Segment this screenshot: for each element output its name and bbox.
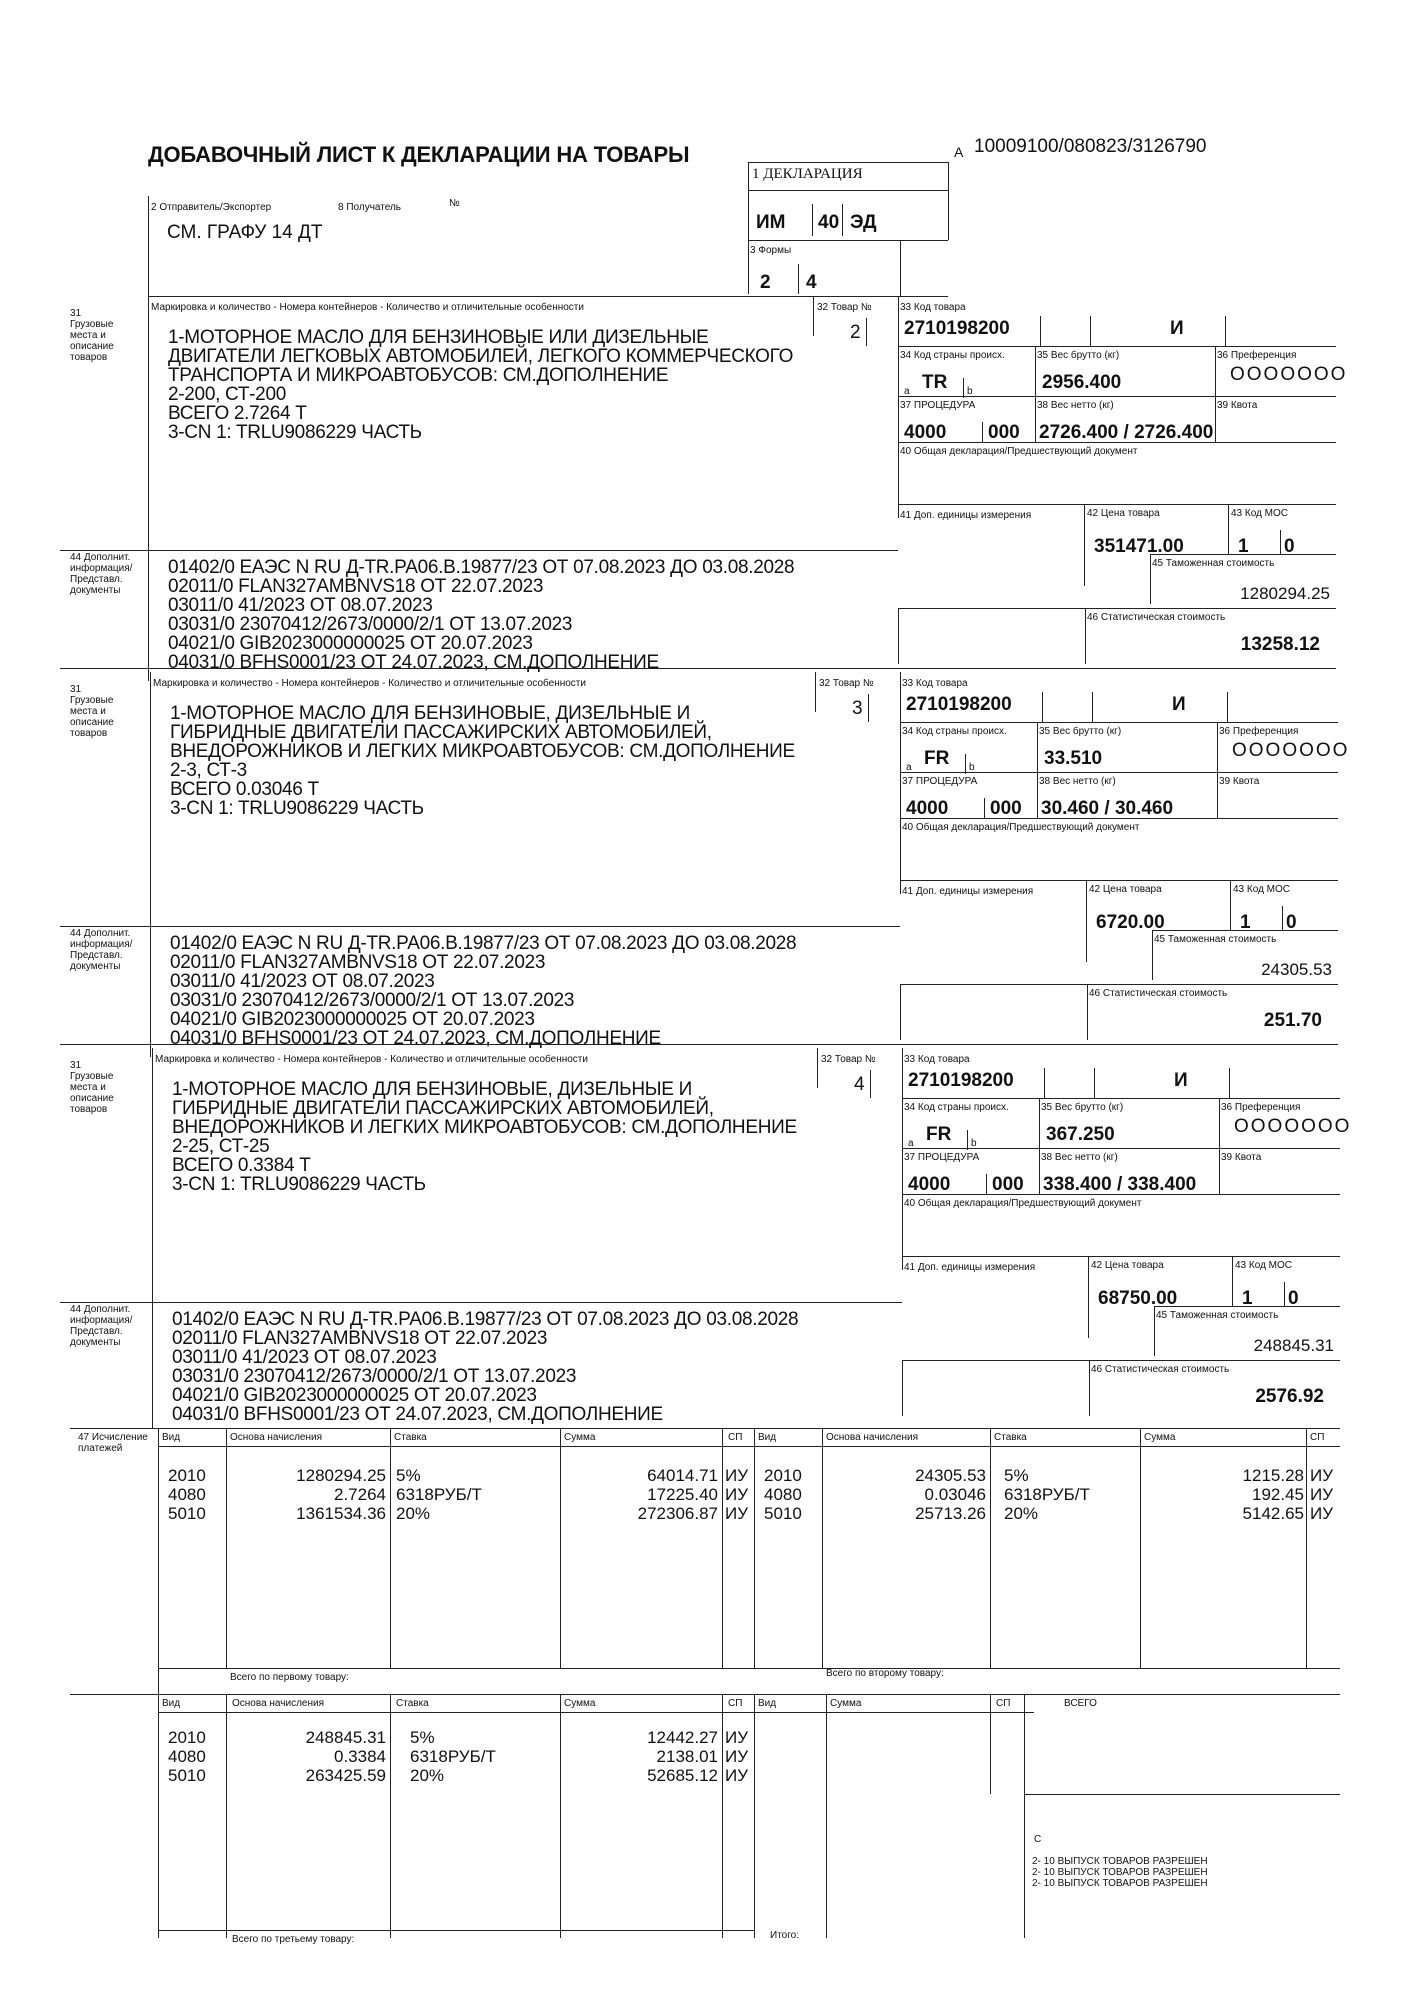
c-label: С — [1034, 1834, 1042, 1845]
additional-info-label: 44 Дополнит. информация/ Представл. документы — [70, 1304, 133, 1348]
total-second-label: Всего по второму товару: — [826, 1668, 944, 1679]
preference-code: OOOOOOO — [1230, 364, 1348, 385]
number-label: № — [449, 198, 460, 209]
col-base: Основа начисления — [232, 1698, 324, 1709]
col-total: ВСЕГО — [1064, 1698, 1097, 1709]
preference-code: OOOOOOO — [1234, 1116, 1352, 1137]
col-sum: Сумма — [564, 1698, 596, 1709]
net-weight: 30.460 / 30.460 — [1041, 798, 1174, 819]
procedure-label: 37 ПРОЦЕДУРА — [900, 400, 976, 411]
item-block — [2, 672, 1417, 1057]
form-title: ДОБАВОЧНЫЙ ЛИСТ К ДЕКЛАРАЦИИ НА ТОВАРЫ — [148, 142, 690, 167]
commodity-code: 2710198200 — [904, 318, 1010, 339]
gross-weight-label: 35 Вес брутто (кг) — [1041, 1102, 1124, 1113]
quota-label: 39 Квота — [1219, 776, 1260, 787]
gross-weight: 2956.400 — [1042, 372, 1122, 393]
net-weight: 2726.400 / 2726.400 — [1039, 422, 1214, 443]
gross-weight-label: 35 Вес брутто (кг) — [1037, 350, 1120, 361]
third-vid: 2010 4080 5010 — [168, 1728, 206, 1785]
customs-value-label: 45 Таможенная стоимость — [1152, 558, 1275, 569]
presented-documents: 01402/0 ЕАЭС N RU Д-TR.РА06.В.19877/23 ОТ 07.08.2023 ДО 03.08.2028 02011/0 FLAN327AMBNVS18 ОТ 22.07.2023 03011/0 41/2023 ОТ 08.07.2023 03031/0 23070412/2673/0000/2/1 ОТ 13.07.2023 04021/0 GIB2023000000025 ОТ 20.07.2023 04031/0 BFHS0001/23 ОТ 24.07.2023, СМ.ДОПОЛНЕНИЕ — [170, 933, 797, 1049]
customs-value-label: 45 Таможенная стоимость — [1156, 1310, 1279, 1321]
general-declaration-label: 40 Общая декларация/Предшествующий документ — [902, 822, 1140, 833]
net-weight-label: 38 Вес нетто (кг) — [1039, 776, 1116, 787]
origin-country: FR — [926, 1124, 952, 1145]
first-base: 1280294.25 2.7264 1361534.36 — [296, 1466, 386, 1523]
gross-weight-label: 35 Вес брутто (кг) — [1039, 726, 1122, 737]
first-sp: ИУ ИУ ИУ — [725, 1466, 749, 1523]
col-sum: Сумма — [1144, 1432, 1176, 1443]
price-label: 42 Цена товара — [1087, 508, 1160, 519]
mos-code-2: 0 — [1288, 1288, 1299, 1309]
reg-prefix: А — [954, 144, 964, 160]
preference-code: OOOOOOO — [1232, 740, 1350, 761]
commodity-code: 2710198200 — [908, 1070, 1014, 1091]
col-vid: Вид — [162, 1698, 181, 1709]
origin-country-label: 34 Код страны происх. — [904, 1102, 1009, 1113]
customs-value: 248845.31 — [1253, 1336, 1334, 1355]
col-rate: Ставка — [994, 1432, 1027, 1443]
stat-value: 13258.12 — [1240, 634, 1320, 655]
receiver-label: 8 Получатель — [338, 202, 401, 213]
release-notes: 2- 10 ВЫПУСК ТОВАРОВ РАЗРЕШЕН 2- 10 ВЫПУСК ТОВАРОВ РАЗРЕШЕН 2- 10 ВЫПУСК ТОВАРОВ РАЗРЕШЕН — [1032, 1856, 1208, 1889]
col-base: Основа начисления — [230, 1432, 322, 1443]
col-rate: Ставка — [394, 1432, 427, 1443]
first-sum: 64014.71 17225.40 272306.87 — [637, 1466, 718, 1523]
col-base: Основа начисления — [826, 1432, 918, 1443]
col-sp: СП — [996, 1698, 1011, 1709]
net-weight-label: 38 Вес нетто (кг) — [1041, 1152, 1118, 1163]
additional-info-label: 44 Дополнит. информация/ Представл. документы — [70, 928, 133, 972]
third-rate: 5% 6318РУБ/Т 20% — [410, 1728, 496, 1785]
marking-label: Маркировка и количество - Номера контейнеров - Количество и отличительные особенности — [151, 302, 584, 313]
mos-code-1: 1 — [1238, 536, 1249, 557]
mos-label: 43 Код МОС — [1235, 1260, 1293, 1271]
item-block — [4, 1048, 1417, 1428]
procedure-label: 37 ПРОЦЕДУРА — [904, 1152, 980, 1163]
origin-country: FR — [924, 748, 950, 769]
cargo-places-label: 31 Грузовые места и описание товаров — [70, 1060, 114, 1115]
customs-value: 24305.53 — [1261, 960, 1332, 979]
col-vid: Вид — [162, 1432, 181, 1443]
procedure-code: 4000 — [906, 798, 949, 819]
procedure-code: 4000 — [908, 1174, 951, 1195]
sub-a-label: a — [906, 762, 912, 773]
total-first-label: Всего по первому товару: — [230, 1672, 349, 1683]
first-rate: 5% 6318РУБ/Т 20% — [396, 1466, 482, 1523]
forms-value-1: 2 — [760, 272, 771, 293]
sender-label: 2 Отправитель/Экспортер — [151, 202, 272, 213]
commodity-code-label: 33 Код товара — [902, 678, 968, 689]
item-number-label: 32 Товар № — [821, 1054, 876, 1065]
commodity-code-mark: И — [1170, 318, 1184, 339]
add-units-label: 41 Доп. единицы измерения — [900, 510, 1032, 521]
marking-label: Маркировка и количество - Номера контейнеров - Количество и отличительные особенности — [155, 1054, 588, 1065]
commodity-code-mark: И — [1172, 694, 1186, 715]
second-sum: 1215.28 192.45 5142.65 — [1242, 1466, 1304, 1523]
second-sp: ИУ ИУ ИУ — [1310, 1466, 1334, 1523]
col-vid: Вид — [758, 1432, 777, 1443]
commodity-code: 2710198200 — [906, 694, 1012, 715]
marking-label: Маркировка и количество - Номера контейнеров - Количество и отличительные особенности — [153, 678, 586, 689]
commodity-code-mark: И — [1174, 1070, 1188, 1091]
price-label: 42 Цена товара — [1089, 884, 1162, 895]
col-sum: Сумма — [830, 1698, 862, 1709]
quota-label: 39 Квота — [1217, 400, 1258, 411]
col-sum: Сумма — [564, 1432, 596, 1443]
customs-value: 1280294.25 — [1240, 584, 1330, 603]
item-number: 3 — [852, 698, 863, 719]
stat-value-label: 46 Статистическая стоимость — [1087, 612, 1226, 623]
mos-label: 43 Код МОС — [1233, 884, 1291, 895]
sub-b-label: b — [967, 386, 973, 397]
mos-code-2: 0 — [1286, 912, 1297, 933]
general-declaration-label: 40 Общая декларация/Предшествующий документ — [904, 1198, 1142, 1209]
col-vid: Вид — [758, 1698, 777, 1709]
sub-a-label: a — [908, 1138, 914, 1149]
item-number: 4 — [854, 1074, 865, 1095]
item-number-label: 32 Товар № — [819, 678, 874, 689]
origin-country-label: 34 Код страны происх. — [900, 350, 1005, 361]
col-rate: Ставка — [396, 1698, 429, 1709]
item-price: 6720.00 — [1096, 912, 1165, 933]
payments-section-label: 47 Исчисление платежей — [78, 1432, 148, 1454]
item-number: 2 — [850, 322, 861, 343]
item-price: 68750.00 — [1098, 1288, 1178, 1309]
net-weight: 338.400 / 338.400 — [1043, 1174, 1197, 1195]
col-sp: СП — [728, 1432, 743, 1443]
procedure-label: 37 ПРОЦЕДУРА — [902, 776, 978, 787]
sub-a-label: a — [904, 386, 910, 397]
forms-label: 3 Формы — [750, 245, 792, 256]
price-label: 42 Цена товара — [1091, 1260, 1164, 1271]
stat-value-label: 46 Статистическая стоимость — [1089, 988, 1228, 999]
item-price: 351471.00 — [1094, 536, 1184, 557]
col-sp: СП — [1310, 1432, 1325, 1443]
declaration-type-40: 40 — [818, 212, 840, 233]
item-number-label: 32 Товар № — [817, 302, 872, 313]
declaration-type-im: ИМ — [756, 212, 786, 233]
customs-value-label: 45 Таможенная стоимость — [1154, 934, 1277, 945]
mos-code-2: 0 — [1284, 536, 1295, 557]
mos-code-1: 1 — [1240, 912, 1251, 933]
preference-label: 36 Преференция — [1217, 350, 1297, 361]
commodity-code-label: 33 Код товара — [904, 1054, 970, 1065]
add-units-label: 41 Доп. единицы измерения — [902, 886, 1034, 897]
forms-value-2: 4 — [806, 272, 817, 293]
origin-country-label: 34 Код страны происх. — [902, 726, 1007, 737]
sub-b-label: b — [971, 1138, 977, 1149]
third-sum: 12442.27 2138.01 52685.12 — [647, 1728, 718, 1785]
procedure-subcode: 000 — [988, 422, 1020, 443]
general-declaration-label: 40 Общая декларация/Предшествующий документ — [900, 446, 1138, 457]
col-sp: СП — [728, 1698, 743, 1709]
procedure-subcode: 000 — [992, 1174, 1024, 1195]
second-vid: 2010 4080 5010 — [764, 1466, 802, 1523]
quota-label: 39 Квота — [1221, 1152, 1262, 1163]
net-weight-label: 38 Вес нетто (кг) — [1037, 400, 1114, 411]
goods-description: 1-МОТОРНОЕ МАСЛО ДЛЯ БЕНЗИНОВЫЕ, ДИЗЕЛЬНЫЕ И ГИБРИДНЫЕ ДВИГАТЕЛИ ПАССАЖИРСКИХ АВТОМОБИЛЕЙ, ВНЕДОРОЖНИКОВ И ЛЕГКИХ МИКРОАВТОБУСОВ: СМ.ДОПОЛНЕНИЕ 2-3, СТ-3 ВСЕГО 0.03046 Т 3-CN 1: TRLU9086229 ЧАСТЬ — [170, 703, 795, 819]
goods-description: 1-МОТОРНОЕ МАСЛО ДЛЯ БЕНЗИНОВЫЕ, ДИЗЕЛЬНЫЕ И ГИБРИДНЫЕ ДВИГАТЕЛИ ПАССАЖИРСКИХ АВТОМОБИЛЕЙ, ВНЕДОРОЖНИКОВ И ЛЕГКИХ МИКРОАВТОБУСОВ: СМ.ДОПОЛНЕНИЕ 2-25, СТ-25 ВСЕГО 0.3384 Т 3-CN 1: TRLU9086229 ЧАСТЬ — [172, 1079, 797, 1195]
third-base: 248845.31 0.3384 263425.59 — [305, 1728, 386, 1785]
mos-label: 43 Код МОС — [1231, 508, 1289, 519]
commodity-code-label: 33 Код товара — [900, 302, 966, 313]
origin-country: TR — [922, 372, 948, 393]
third-sp: ИУ ИУ ИУ — [725, 1728, 749, 1785]
stat-value-label: 46 Статистическая стоимость — [1091, 1364, 1230, 1375]
presented-documents: 01402/0 ЕАЭС N RU Д-TR.РА06.В.19877/23 ОТ 07.08.2023 ДО 03.08.2028 02011/0 FLAN327AMBNVS18 ОТ 22.07.2023 03011/0 41/2023 ОТ 08.07.2023 03031/0 23070412/2673/0000/2/1 ОТ 13.07.2023 04021/0 GIB2023000000025 ОТ 20.07.2023 04031/0 BFHS0001/23 ОТ 24.07.2023, СМ.ДОПОЛНЕНИЕ — [168, 557, 795, 673]
preference-label: 36 Преференция — [1219, 726, 1299, 737]
gross-weight: 33.510 — [1044, 748, 1103, 769]
mos-code-1: 1 — [1242, 1288, 1253, 1309]
sender-value: СМ. ГРАФУ 14 ДТ — [167, 222, 323, 243]
total-third-label: Всего по третьему товару: — [232, 1934, 355, 1945]
declaration-label: 1 ДЕКЛАРАЦИЯ — [752, 166, 863, 182]
cargo-places-label: 31 Грузовые места и описание товаров — [70, 684, 114, 739]
preference-label: 36 Преференция — [1221, 1102, 1301, 1113]
additional-info-label: 44 Дополнит. информация/ Представл. документы — [70, 552, 133, 596]
goods-description: 1-МОТОРНОЕ МАСЛО ДЛЯ БЕНЗИНОВЫЕ ИЛИ ДИЗЕЛЬНЫЕ ДВИГАТЕЛИ ЛЕГКОВЫХ АВТОМОБИЛЕЙ, ЛЕГКОГО КОММЕРЧЕСКОГО ТРАНСПОРТА И МИКРОАВТОБУСОВ: СМ.ДОПОЛНЕНИЕ 2-200, СТ-200 ВСЕГО 2.7264 Т 3-CN 1: TRLU9086229 ЧАСТЬ — [168, 327, 794, 443]
first-vid: 2010 4080 5010 — [168, 1466, 206, 1523]
declaration-type-ed: ЭД — [850, 212, 877, 233]
add-units-label: 41 Доп. единицы измерения — [904, 1262, 1036, 1273]
item-block — [0, 296, 1417, 681]
sub-b-label: b — [969, 762, 975, 773]
registration-number: 10009100/080823/3126790 — [974, 136, 1207, 157]
procedure-subcode: 000 — [990, 798, 1022, 819]
stat-value: 2576.92 — [1255, 1386, 1324, 1407]
presented-documents: 01402/0 ЕАЭС N RU Д-TR.РА06.В.19877/23 ОТ 07.08.2023 ДО 03.08.2028 02011/0 FLAN327AMBNVS18 ОТ 22.07.2023 03011/0 41/2023 ОТ 08.07.2023 03031/0 23070412/2673/0000/2/1 ОТ 13.07.2023 04021/0 GIB2023000000025 ОТ 20.07.2023 04031/0 BFHS0001/23 ОТ 24.07.2023, СМ.ДОПОЛНЕНИЕ — [172, 1309, 799, 1425]
itogo-label: Итого: — [770, 1930, 799, 1941]
cargo-places-label: 31 Грузовые места и описание товаров — [70, 308, 114, 363]
gross-weight: 367.250 — [1046, 1124, 1115, 1145]
second-base: 24305.53 0.03046 25713.26 — [915, 1466, 986, 1523]
second-rate: 5% 6318РУБ/Т 20% — [1004, 1466, 1090, 1523]
stat-value: 251.70 — [1263, 1010, 1322, 1031]
procedure-code: 4000 — [904, 422, 947, 443]
